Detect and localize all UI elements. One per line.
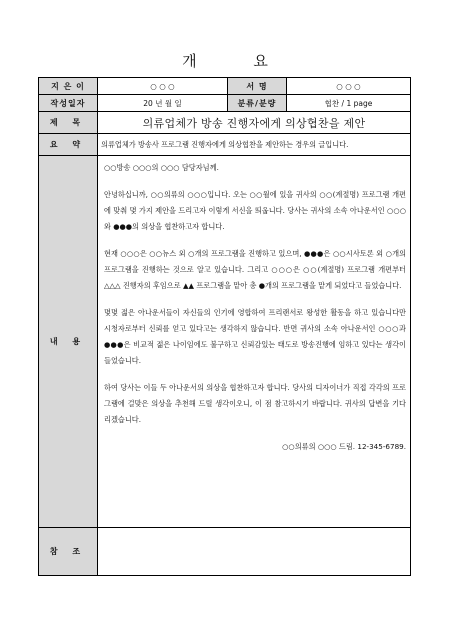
page-title: 개 요 (182, 52, 294, 70)
overview-form (38, 77, 411, 576)
date-value: 20 년 월 일 (98, 95, 228, 112)
content-paragraph-3: 몇몇 젊은 아나운서들이 자신들의 인기에 영합하여 프리랜서로 왕성한 활동을 하고 있습니다만 시청자로부터 신뢰를 얻고 있다고는 생각하지 않습니다. 반면 귀사의 소속 아나운서인 ○○○과 ●●●은 비교적 젊은 나이임에도 불구하고 신뢰감있는 태도로 방송진행에 임하고 있다는 생각이 들었습니다. (104, 308, 406, 365)
content-signature: ○○의류의 ○○○ 드림. 12-345-6789. (282, 442, 406, 451)
category-label: 분류/분량 (228, 95, 287, 112)
content-paragraph-1: 안녕하십니까, ○○의류의 ○○○입니다. 오는 ○○월에 있을 귀사의 ○○(계절명) 프로그램 개편에 맞춰 몇 가지 제안을 드리고자 이렇게 서신을 띄웁니다. 당사는 귀사의 소속 아나운서인 ○○○와 ●●●의 의상을 협찬하고자 합니다. (104, 190, 406, 231)
reference-label: 참 조 (39, 528, 98, 576)
subject-label: 제 목 (39, 112, 98, 134)
reference-value (98, 528, 411, 576)
author-label: 지 은 이 (39, 78, 98, 95)
content-paragraph-4: 하여 당사는 이들 두 아나운서의 의상을 협찬하고자 합니다. 당사의 디자이너가 직접 각각의 프로그램에 걸맞은 의상을 추천해 드릴 생각이오니, 이 점 참고하시기 바랍니다. 귀사의 답변을 기다리겠습니다. (104, 383, 406, 424)
content-paragraph-2: 현재 ○○○은 ○○뉴스 외 ○개의 프로그램을 진행하고 있으며, ●●●은 ○○시사토론 외 ○개의 프로그램을 진행하는 것으로 알고 있습니다. 그리고 ○○○은 ○○(계절명) 프로그램 개편부터 △△△ 진행자의 후임으로 ▲▲ 프로그램을 맡아 총 ●개의 프로그램을 맡게 되었다고 들었습니다. (104, 249, 406, 290)
content-label: 내 용 (39, 156, 98, 528)
subject-value: 의류업체가 방송 진행자에게 의상협찬을 제안 (98, 112, 411, 134)
summary-value: 의류업체가 방송사 프로그램 진행자에게 의상협찬을 제안하는 경우의 글입니다. (98, 134, 411, 156)
signature-value: ○ ○ ○ (287, 78, 411, 95)
signature-label: 서 명 (228, 78, 287, 95)
content-body (98, 156, 411, 528)
summary-label: 요 약 (39, 134, 98, 156)
date-label: 작성일자 (39, 95, 98, 112)
category-value: 협찬 / 1 page (287, 95, 411, 112)
content-greeting: ○○방송 ○○○의 ○○○ 담당자님께. (104, 163, 219, 172)
author-value: ○ ○ ○ (98, 78, 228, 95)
